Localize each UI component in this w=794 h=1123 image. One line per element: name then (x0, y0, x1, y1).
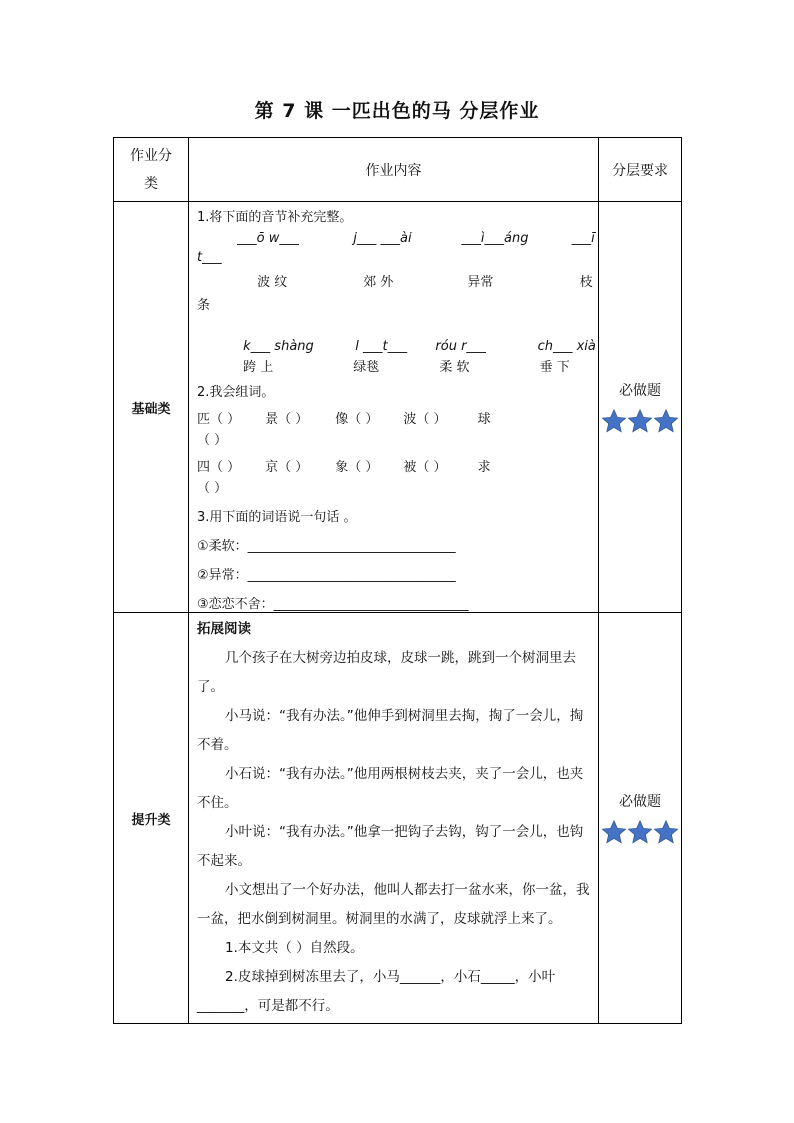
word-item: 柔 软 (439, 360, 470, 375)
words-row-2 (197, 356, 590, 375)
header-requirement: 分层要求 (599, 138, 682, 202)
header-content: 作业内容 (189, 138, 599, 202)
group-item: 求 (477, 460, 491, 475)
star-rating (599, 819, 681, 845)
q3-title: 3.用下面的词语说一句话 。 (197, 510, 357, 525)
reading-paragraph: 小叶说：“我有办法。”他拿一把钩子去钩，钩了一会儿，也钩不起来。 (197, 824, 584, 869)
q2-title: 2.我会组词。 (197, 385, 275, 400)
group-item: 球 (477, 412, 491, 427)
star-icon (627, 408, 653, 434)
star-icon (627, 819, 653, 845)
star-icon (601, 408, 627, 434)
reading-paragraph: 小马说：“我有办法。”他伸手到树洞里去掏，掏了一会儿，掏不着。 (197, 708, 584, 753)
group-item: 景（ ） (265, 412, 309, 427)
group-row-2 (197, 456, 590, 475)
content-basic (189, 202, 599, 613)
word-item: 枝 (579, 275, 593, 290)
star-icon (653, 408, 679, 434)
group-row-1-wrap: （ ） (197, 433, 228, 448)
group-row-1 (197, 408, 590, 427)
homework-table (113, 137, 682, 1024)
requirement-advanced (599, 613, 682, 1024)
question-2: 2.皮球掉到树冻里去了，小马______，小石_____，小叶_______，可是都不行。 (197, 969, 556, 1014)
pinyin-item: ___ì___áng (461, 231, 529, 246)
header-category (114, 138, 189, 202)
required-label: 必做题 (619, 794, 661, 810)
pinyin-item: ___ī (571, 231, 595, 246)
reading-paragraph: 小石说：“我有办法。”他用两根树枝去夹，夹了一会儿，也夹不住。 (197, 766, 584, 811)
group-item: 波（ ） (403, 412, 447, 427)
header-category-text: 作业分类 (130, 147, 172, 192)
star-icon (601, 819, 627, 845)
reading-paragraph: 小文想出了一个好办法，他叫人都去打一盆水来，你一盆，我一盆，把水倒到树洞里。树洞里的水满了，皮球就浮上来了。 (197, 882, 590, 927)
group-item: 被（ ） (403, 460, 447, 475)
category-basic: 基础类 (114, 202, 189, 613)
word-item: 垂 下 (539, 360, 570, 375)
sentence-line: ②异常：________________________________ (197, 568, 456, 583)
sentence-line: ①柔软：________________________________ (197, 539, 456, 554)
group-item: 四（ ） (197, 460, 241, 475)
pinyin-row-1 (197, 231, 595, 246)
table-row-basic (114, 202, 682, 613)
pinyin-row-1-wrap: t___ (197, 250, 222, 265)
word-item: 波 纹 (257, 275, 288, 290)
word-item: 绿毯 (353, 360, 380, 375)
question-1: 1.本文共（ ）自然段。 (225, 940, 364, 956)
pinyin-item: k___ shàng (243, 339, 314, 354)
page-title: 第 7 课 一匹出色的马 分层作业 (254, 100, 540, 122)
pinyin-row-2 (197, 339, 596, 354)
reading-paragraph: 几个孩子在大树旁边拍皮球，皮球一跳，跳到一个树洞里去了。 (197, 650, 576, 695)
star-rating (599, 408, 681, 434)
words-row-1 (197, 271, 593, 290)
word-item: 异常 (467, 275, 494, 290)
group-item: 像（ ） (335, 412, 379, 427)
table-header-row (114, 138, 682, 202)
pinyin-item: j___ ___ài (353, 231, 412, 246)
pinyin-item: ___ō w___ (237, 231, 299, 246)
pinyin-item: ch___ xià (537, 339, 596, 354)
requirement-basic (599, 202, 682, 613)
word-item: 跨 上 (243, 360, 274, 375)
words-row-1-wrap: 条 (197, 298, 211, 313)
star-icon (653, 819, 679, 845)
content-advanced (189, 613, 599, 1024)
group-item: 匹（ ） (197, 412, 241, 427)
sentence-line: ③恋恋不舍：______________________________ (197, 597, 469, 612)
pinyin-item: l ___t___ (355, 339, 408, 354)
group-row-2-wrap: （ ） (197, 481, 228, 496)
group-item: 象（ ） (335, 460, 379, 475)
q1-title: 1.将下面的音节补充完整。 (197, 210, 353, 225)
word-item: 郊 外 (363, 275, 394, 290)
category-advanced: 提升类 (114, 613, 189, 1024)
group-item: 京（ ） (265, 460, 309, 475)
pinyin-item: róu r___ (435, 339, 486, 354)
table-row-advanced (114, 613, 682, 1024)
reading-heading: 拓展阅读 (197, 621, 251, 637)
required-label: 必做题 (619, 383, 661, 399)
